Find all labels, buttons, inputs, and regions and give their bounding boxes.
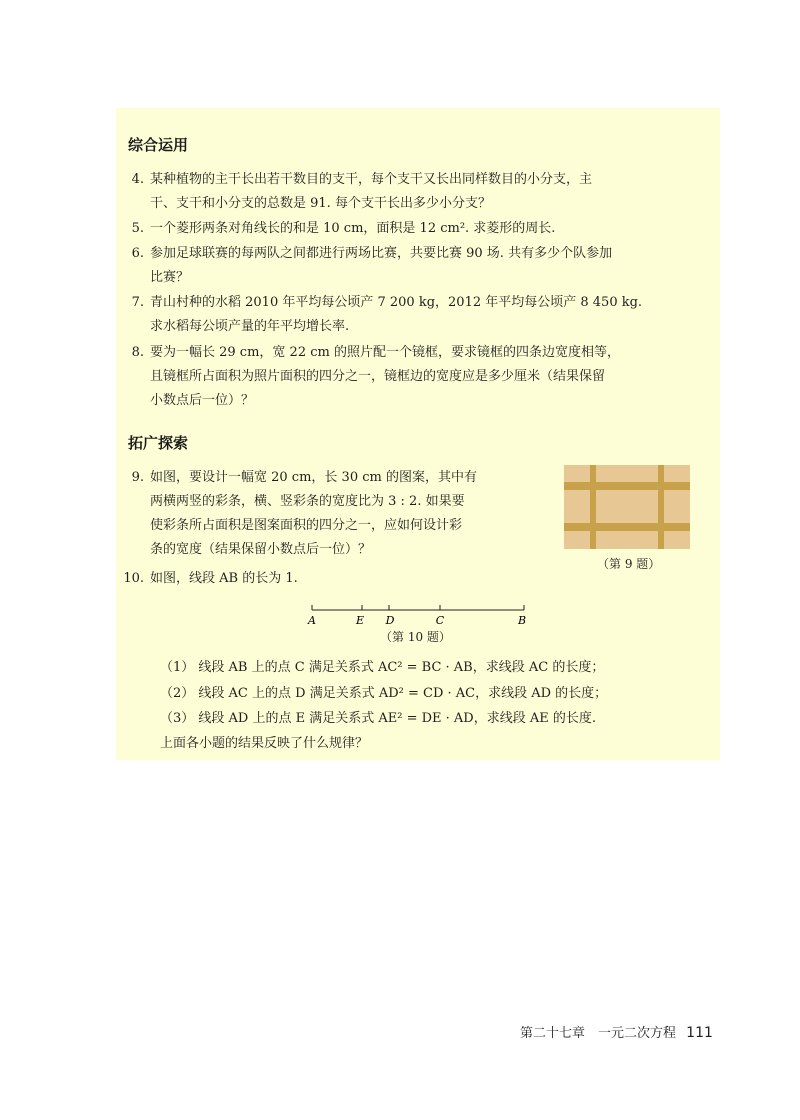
closing-question: 上面各小题的结果反映了什么规律？ xyxy=(160,736,369,751)
problem-line: 如图，要设计一幅宽 20 cm，长 30 cm 的图案，其中有 xyxy=(150,470,477,485)
problem-line: 小数点后一位）？ xyxy=(150,393,255,408)
horizontal-stripe xyxy=(564,482,690,490)
problem-number: 4. xyxy=(131,172,144,187)
subquestion-1: （1） 线段 AB 上的点 C 满足关系式 AC² = BC · AB，求线段 AC 的长度； xyxy=(160,660,605,675)
page-footer xyxy=(520,1022,713,1041)
label-b: B xyxy=(517,614,527,627)
chapter-title: 第二十七章 一元二次方程 xyxy=(520,1026,677,1041)
problem-line: 一个菱形两条对角线长的和是 10 cm，面积是 12 cm². 求菱形的周长. xyxy=(150,221,556,236)
label-c: C xyxy=(435,614,445,627)
figure-9-caption: （第 9 题） xyxy=(597,557,661,571)
horizontal-stripe xyxy=(564,523,690,531)
figure-9-pattern xyxy=(564,465,690,549)
problem-line: 某种植物的主干长出若干数目的支干，每个支干又长出同样数目的小分支，主 xyxy=(150,172,593,187)
problem-line: 且镜框所占面积为照片面积的四分之一，镜框边的宽度应是多少厘米（结果保留 xyxy=(150,369,606,384)
problem-line: 要为一幅长 29 cm，宽 22 cm 的照片配一个镜框，要求镜框的四条边宽度相等， xyxy=(150,345,620,360)
figure-10-segment xyxy=(300,600,536,628)
vertical-stripe xyxy=(658,465,664,549)
pattern-background xyxy=(564,465,690,549)
problem-line: 青山村种的水稻 2010 年平均每公顷产 7 200 kg，2012 年平均每公顷产 8 450 kg. xyxy=(150,295,643,310)
label-a: A xyxy=(308,614,316,627)
problem-line: 如图，线段 AB 的长为 1. xyxy=(150,571,298,586)
page-number: 111 xyxy=(686,1025,713,1041)
subquestion-3: （3） 线段 AD 上的点 E 满足关系式 AE² = DE · AD，求线段 AE 的长度. xyxy=(160,711,597,726)
problem-number: 5. xyxy=(131,221,144,236)
problem-line: 使彩条所占面积是图案面积的四分之一，应如何设计彩 xyxy=(150,518,463,533)
section-title-extension: 拓广探索 xyxy=(128,434,189,452)
vertical-stripe xyxy=(590,465,596,549)
problem-number: 9. xyxy=(131,470,144,485)
problem-line: 比赛？ xyxy=(150,270,190,285)
problem-line: 求水稻每公顷产量的年平均增长率. xyxy=(150,319,350,334)
problem-number: 8. xyxy=(131,345,144,360)
problem-line: 干、支干和小分支的总数是 91. 每个支干长出多少小分支？ xyxy=(150,196,491,211)
figure-10-caption: （第 10 题） xyxy=(380,630,451,644)
problem-number: 6. xyxy=(131,246,144,261)
label-e: E xyxy=(355,614,365,627)
problem-number: 7. xyxy=(131,295,144,310)
problem-number: 10. xyxy=(123,571,144,586)
subquestion-2: （2） 线段 AC 上的点 D 满足关系式 AD² = CD · AC，求线段 AD 的长度； xyxy=(160,686,608,701)
label-d: D xyxy=(385,614,395,627)
problem-line: 参加足球联赛的每两队之间都进行两场比赛，共要比赛 90 场. 共有多少个队参加 xyxy=(150,246,613,261)
problem-line: 两横两竖的彩条，横、竖彩条的宽度比为 3 : 2. 如果要 xyxy=(150,494,465,509)
section-title-comprehensive: 综合运用 xyxy=(128,136,189,154)
problem-line: 条的宽度（结果保留小数点后一位）？ xyxy=(150,542,372,557)
